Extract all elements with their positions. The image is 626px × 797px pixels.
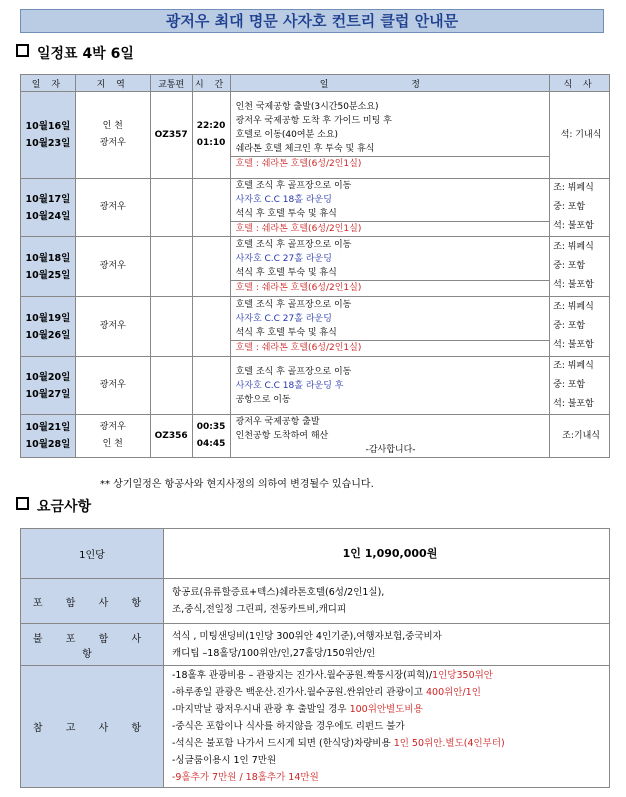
schedule-header-row [21, 75, 610, 92]
date-end: 10월28일 [25, 439, 71, 450]
meal-item: 조: 뷔페식 [553, 183, 594, 193]
meal-item: 중: 포함 [553, 321, 586, 331]
itinerary-line: 호텔 조식 후 골프장으로 이동 [235, 300, 352, 310]
excluded-line: 석식 , 미팅샌딩비(1인당 300위안 4인기준),여행자보험,중국비자 [172, 630, 442, 642]
schedule-meals [550, 357, 610, 415]
fee-table [20, 528, 610, 788]
schedule-meals [550, 297, 610, 357]
notes-line [172, 667, 608, 684]
notes-text: 1인당350위안 [432, 670, 493, 681]
notes-line [172, 684, 608, 701]
schedule-meals [550, 92, 610, 179]
itinerary-line: 사자호 C.C 27홀 라운딩 [235, 314, 332, 324]
schedule-flight [150, 179, 192, 237]
meal-item: 중: 포함 [553, 261, 586, 271]
itinerary-line: 호텔로 이동(40여분 소요) [235, 129, 339, 140]
itinerary-line: 석식 후 호텔 투숙 및 휴식 [235, 209, 337, 219]
schedule-table [20, 74, 610, 458]
excluded-line: 캐디팁 –18홀당/100위안/인,27홀당/150위안/인 [172, 647, 376, 659]
schedule-flight: OZ356 [150, 415, 192, 458]
itinerary-line: 호텔 조식 후 골프장으로 이동 [235, 181, 352, 191]
schedule-row [21, 92, 610, 179]
schedule-row [21, 357, 610, 415]
schedule-itinerary [230, 357, 550, 415]
schedule-flight [150, 297, 192, 357]
schedule-time [192, 237, 230, 297]
notes-text: -9홀추가 7만원 / 18홀추가 14만원 [172, 772, 319, 783]
included-line: 항공료(유류할증료+텍스)쉐라톤호텔(6성/2인1실), [172, 587, 385, 598]
meal-item: 석: 불포함 [553, 221, 594, 231]
notes-text: 100위안별도비용 [349, 704, 423, 715]
hotel-line: 호텔 : 쉐라톤 호텔(6성/2인1실) [231, 156, 550, 171]
header-meals: 식 사 [550, 75, 610, 92]
meal-item: 중: 포함 [553, 380, 586, 390]
hotel-line: 호텔 : 쉐라톤 호텔(6성/2인1실) [231, 280, 550, 295]
schedule-region: 광저우 [75, 179, 150, 237]
included-line: 조,중식,전일정 그린피, 전동카트비,캐디피 [172, 604, 347, 615]
schedule-region: 광저우 [75, 357, 150, 415]
notes-line [172, 718, 608, 735]
per-person-label: 1인당 [21, 529, 164, 579]
excluded-label: 불 포 함 사 항 [21, 624, 164, 666]
schedule-flight [150, 237, 192, 297]
date-end: 10월24일 [25, 210, 71, 222]
checkbox-square-icon [16, 497, 29, 510]
date-end: 10월27일 [25, 388, 71, 400]
excluded-value [164, 624, 610, 666]
itinerary-line: 호텔 조식 후 골프장으로 이동 [235, 240, 352, 250]
schedule-date [21, 297, 76, 357]
notes-text: -마지막날 광저우시내 관광 후 출발일 경우 [172, 704, 350, 715]
schedule-itinerary [230, 237, 550, 297]
date-start: 10월18일 [25, 252, 71, 264]
header-time: 시 간 [192, 75, 230, 92]
itinerary-line: 광저우 국제공항 도착 후 가이드 미팅 후 [235, 115, 392, 126]
itinerary-line: 석식 후 호텔 투숙 및 휴식 [235, 328, 337, 338]
schedule-region: 광저우 [75, 237, 150, 297]
header-itinerary: 일 정 [230, 75, 550, 92]
itinerary-line: -감사합니다- [365, 445, 416, 455]
meal-item: 조:기내식 [562, 430, 600, 441]
header-transport: 교통편 [150, 75, 192, 92]
meal-item: 석: 기내식 [560, 129, 602, 140]
date-start: 10월20일 [25, 371, 71, 383]
notes-text: -18홀후 관광비용 – 관광지는 진가사.월수공원.짝퉁시장(피혁)/ [172, 670, 433, 681]
hotel-line: 호텔 : 쉐라톤 호텔(6성/2인1실) [231, 340, 550, 355]
schedule-itinerary [230, 415, 550, 458]
itinerary-line: 인천공항 도착하여 해산 [235, 431, 329, 441]
notes-line [172, 752, 608, 769]
notes-text: -싱글룸이용시 1인 7만원 [172, 755, 277, 766]
schedule-itinerary [230, 297, 550, 357]
fee-section-label: 요금사항 [37, 499, 92, 515]
itinerary-line: 쉐라톤 호텔 체크인 후 투숙 및 휴식 [235, 143, 375, 154]
notes-line [172, 701, 608, 718]
hotel-line: 호텔 : 쉐라톤 호텔(6성/2인1실) [231, 221, 550, 236]
schedule-date [21, 415, 76, 458]
schedule-meals [550, 415, 610, 458]
date-end: 10월25일 [25, 269, 71, 281]
meal-item: 중: 포함 [553, 202, 586, 212]
schedule-time [192, 357, 230, 415]
fee-row-included [21, 579, 610, 624]
schedule-time: 22:20 01:10 [192, 92, 230, 179]
itinerary-line: 호텔 조식 후 골프장으로 이동 [235, 366, 352, 377]
schedule-meals [550, 237, 610, 297]
meal-item: 석: 불포함 [553, 340, 594, 350]
per-person-value: 1인 1,090,000원 [164, 529, 610, 579]
itinerary-line: 광저우 국제공항 출발 [235, 417, 320, 427]
schedule-region: 인 천 광저우 [75, 92, 150, 179]
meal-item: 조: 뷔페식 [553, 302, 594, 312]
schedule-time [192, 297, 230, 357]
schedule-date [21, 357, 76, 415]
checkbox-square-icon [16, 44, 29, 57]
schedule-date [21, 92, 76, 179]
included-label: 포 함 사 항 [21, 579, 164, 624]
schedule-region: 광저우 [75, 297, 150, 357]
schedule-flight: OZ357 [150, 92, 192, 179]
itinerary-line: 사자호 C.C 27홀 라운딩 [235, 254, 332, 264]
meal-item: 석: 불포함 [553, 280, 594, 290]
schedule-date [21, 179, 76, 237]
header-date: 일 자 [21, 75, 76, 92]
header-region: 지 역 [75, 75, 150, 92]
itinerary-line: 사자호 C.C 18홀 라운딩 [235, 195, 332, 205]
schedule-section-label: 일정표 4박 6일 [37, 46, 134, 62]
schedule-time: 00:35 04:45 [192, 415, 230, 458]
date-end: 10월23일 [25, 138, 71, 149]
date-start: 10월19일 [25, 312, 71, 324]
notes-text: -석식은 불포함 나가서 드시게 되면 (한식당)차량비용 [172, 738, 394, 749]
schedule-row [21, 179, 610, 237]
itinerary-line: 공항으로 이동 [235, 394, 291, 405]
notes-text: -중식은 포함이나 식사를 하지않을 경우에도 리펀드 불가 [172, 721, 405, 732]
notes-label: 참 고 사 항 [21, 666, 164, 788]
itinerary-line: 석식 후 호텔 투숙 및 휴식 [235, 268, 337, 278]
fee-row-excluded [21, 624, 610, 666]
schedule-row [21, 237, 610, 297]
itinerary-line: 인천 국제공항 출발(3시간50분소요) [235, 101, 379, 112]
fee-row-per-person [21, 529, 610, 579]
notes-line [172, 735, 608, 752]
date-start: 10월17일 [25, 193, 71, 205]
notes-text: 1인 50위안.별도(4인부터) [393, 738, 505, 749]
fee-section-heading [16, 496, 91, 516]
notes-text: 400위안/1인 [426, 687, 481, 698]
schedule-date [21, 237, 76, 297]
date-start: 10월21일 [25, 422, 71, 433]
schedule-time [192, 179, 230, 237]
notes-value [164, 666, 610, 788]
schedule-row [21, 297, 610, 357]
notes-text: -하루종일 관광은 백운산.진가사.월수공원.싼위안리 관광이고 [172, 687, 426, 698]
schedule-itinerary [230, 179, 550, 237]
schedule-region: 광저우 인 천 [75, 415, 150, 458]
schedule-meals [550, 179, 610, 237]
page-title: 광저우 최대 명문 사자호 컨트리 클럽 안내문 [20, 9, 604, 33]
meal-item: 조: 뷔페식 [553, 361, 594, 371]
schedule-note: ** 상기일정은 항공사와 현지사정의 의하여 변경될수 있습니다. [100, 479, 374, 490]
schedule-flight [150, 357, 192, 415]
schedule-itinerary [230, 92, 550, 179]
notes-line [172, 769, 608, 786]
meal-item: 석: 불포함 [553, 399, 594, 409]
schedule-row [21, 415, 610, 458]
included-value [164, 579, 610, 624]
meal-item: 조: 뷔페식 [553, 242, 594, 252]
itinerary-line: 사자호 C.C 18홀 라운딩 후 [235, 380, 344, 391]
fee-row-notes [21, 666, 610, 788]
date-start: 10월16일 [25, 121, 71, 132]
date-end: 10월26일 [25, 329, 71, 341]
schedule-section-heading [16, 43, 134, 63]
